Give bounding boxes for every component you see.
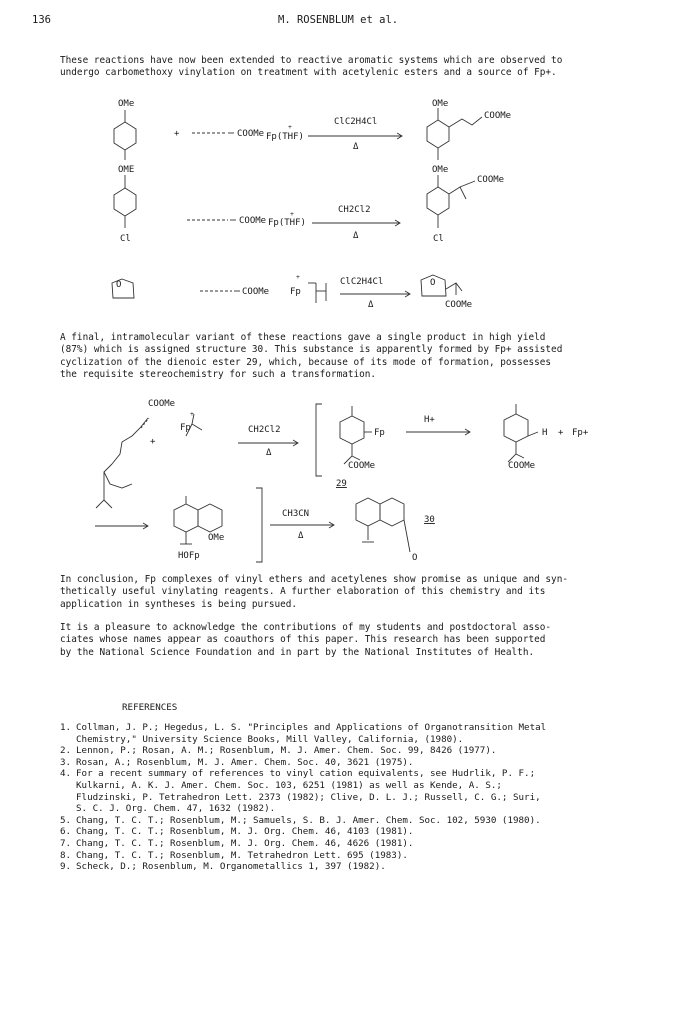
r3-product-ester: COOMe — [445, 300, 473, 310]
r1-product-ester: COOMe — [484, 111, 512, 121]
s2-intermediate-ester: COOMe — [348, 461, 376, 471]
s2-solvent: CH2Cl2 — [248, 425, 281, 435]
r1-methoxy-label: OMe — [118, 99, 135, 109]
reference-text: For a recent summary of references to vinyl cation equivalents, see Hudrlik, P. F.; — [76, 768, 536, 780]
paragraph-2 — [60, 332, 620, 382]
paragraph-1 — [60, 55, 620, 80]
reference-text: Collman, J. P.; Hegedus, L. S. "Principles and Applications of Organotransition Metal — [76, 722, 547, 733]
reference-number: 8. — [60, 849, 72, 861]
r3-fp-charge: + — [296, 273, 300, 281]
running-title: M. ROSENBLUM et al. — [278, 14, 399, 26]
r3-heat: Δ — [368, 300, 374, 310]
page-number: 136 — [32, 14, 51, 26]
r2-methoxy-label: OME — [118, 165, 135, 175]
paragraph-3 — [60, 574, 620, 611]
reference-item — [60, 722, 640, 745]
r1-fp-charge: + — [288, 123, 292, 131]
reference-text: Lennon, P.; Rosan, A. M.; Rosenblum, M. J. Amer. Chem. Soc. 99, 8426 (1977). — [76, 745, 497, 757]
s2-heat: Δ — [266, 448, 272, 458]
s2-product-fp: Fp+ — [572, 428, 589, 438]
s2-product-oxygen: O — [412, 553, 418, 563]
references-heading: REFERENCES — [122, 702, 178, 713]
r3-solvent: ClC2H4Cl — [340, 277, 384, 287]
s2-plus: + — [150, 437, 156, 447]
reference-item — [60, 815, 640, 827]
para2-line1: A final, intramolecular variant of these reactions gave a single product in high yield — [60, 332, 546, 343]
reference-list — [60, 722, 640, 873]
s2-solvent-2: CH3CN — [282, 509, 310, 519]
r3-oxygen: O — [116, 280, 122, 290]
para2-line3: cyclization of the dienoic ester 29, which, because of its mode of formation, possesses — [60, 356, 552, 368]
reference-text-cont: S. C. J. Org. Chem. 47, 1632 (1982). — [76, 803, 276, 815]
s2-bicyclic-ofp: HOFp — [178, 551, 200, 561]
para2-line2: (87%) which is assigned structure 30. This substance is apparently formed by Fp+ assisted — [60, 344, 563, 356]
s2-fp-charge: + — [190, 410, 194, 418]
s2-bicyclic-methoxy: OMe — [208, 533, 225, 543]
reference-number: 9. — [60, 861, 72, 873]
r3-product-oxygen: O — [430, 278, 436, 288]
paragraph-4 — [60, 622, 620, 659]
r2-product-chloro: Cl — [433, 234, 444, 244]
r3-ester: COOMe — [242, 287, 270, 297]
scheme-2-cyclization — [0, 392, 679, 572]
s2-product-h: H — [542, 428, 548, 438]
reference-number: 4. — [60, 768, 72, 780]
r2-ester: COOMe — [239, 216, 267, 226]
s2-heat-2: Δ — [298, 531, 304, 541]
reference-text: Chang, T. C. T.; Rosenblum, M.; Samuels, S. B. J. Amer. Chem. Soc. 102, 5930 (1980). — [76, 814, 541, 826]
reference-text: Chang, T. C. T.; Rosenblum, M. J. Org. Chem. 46, 4626 (1981). — [76, 837, 414, 849]
compound-30-label: 30 — [424, 515, 435, 525]
r2-heat: Δ — [353, 231, 359, 241]
r1-solvent: ClC2H4Cl — [334, 117, 378, 127]
reference-item — [60, 861, 640, 873]
para3-line3: application in syntheses is being pursued. — [60, 598, 298, 610]
reference-item — [60, 826, 640, 838]
para3-line1: In conclusion, Fp complexes of vinyl ethers and acetylenes show promise as unique and syn- — [60, 574, 568, 585]
reference-text-cont: Kulkarni, A. K. J. Amer. Chem. Soc. 103, 6251 (1981) as well as Kende, A. S.; — [76, 779, 502, 791]
s2-fp: Fp — [180, 423, 191, 433]
reference-number: 1. — [60, 722, 72, 733]
reference-number: 2. — [60, 745, 72, 757]
s2-intermediate-fp: Fp — [374, 428, 385, 438]
s2-acid: H+ — [424, 415, 435, 425]
r2-product-ester: COOMe — [477, 175, 505, 185]
reference-item — [60, 757, 640, 769]
para4-line1: It is a pleasure to acknowledge the contributions of my students and postdoctoral asso- — [60, 622, 552, 633]
para1-line1: These reactions have now been extended to reactive aromatic systems which are observed to — [60, 55, 563, 66]
para4-line2: ciates whose names appear as coauthors of this paper. This research has been supported — [60, 634, 546, 646]
reference-item — [60, 768, 640, 814]
reference-text-cont: Fludzinski, P. Tetrahedron Lett. 2373 (1982); Clive, D. L. J.; Russell, C. G.; Suri, — [76, 791, 541, 803]
reference-text: Chang, T. C. T.; Rosenblum, M. J. Org. Chem. 46, 4103 (1981). — [76, 826, 414, 838]
r1-product-methoxy: OMe — [432, 99, 449, 109]
reference-number: 3. — [60, 756, 72, 768]
s2-product-ester: COOMe — [508, 461, 536, 471]
r3-reagent: Fp — [290, 287, 301, 297]
r2-product-methoxy: OMe — [432, 165, 449, 175]
reference-text: Scheck, D.; Rosenblum, M. Organometallics 1, 397 (1982). — [76, 861, 386, 873]
s2-ester: COOMe — [148, 399, 176, 409]
reference-number: 7. — [60, 837, 72, 849]
s2-product-plus: + — [558, 428, 564, 438]
reference-item — [60, 850, 640, 862]
reference-text-cont: Chemistry," University Science Books, Mill Valley, California, (1980). — [76, 733, 464, 745]
r1-ester: COOMe — [237, 129, 265, 139]
r2-fp-charge: + — [290, 210, 294, 218]
r1-heat: Δ — [353, 142, 359, 152]
reference-number: 6. — [60, 826, 72, 838]
para3-line2: thetically useful vinylating reagents. A further elaboration of this chemistry and its — [60, 586, 546, 598]
r2-solvent: CH2Cl2 — [338, 205, 371, 215]
r1-plus: + — [174, 129, 180, 139]
r1-reagent: Fp(THF) — [266, 132, 304, 142]
reference-item — [60, 745, 640, 757]
scheme-1-reactions — [0, 95, 679, 315]
reference-number: 5. — [60, 814, 72, 826]
reference-text: Chang, T. C. T.; Rosenblum, M. Tetrahedron Lett. 695 (1983). — [76, 849, 408, 861]
r2-chloro-label: Cl — [120, 234, 131, 244]
compound-29-label: 29 — [336, 479, 347, 489]
reference-item — [60, 838, 640, 850]
para4-line3: by the National Science Foundation and in part by the National Institutes of Health. — [60, 646, 535, 658]
para1-line2: undergo carbomethoxy vinylation on treatment with acetylenic esters and a source of Fp+. — [60, 67, 557, 79]
reference-text: Rosan, A.; Rosenblum, M. J. Amer. Chem. Soc. 40, 3621 (1975). — [76, 756, 414, 768]
para2-line4: the requisite stereochemistry for such a transformation. — [60, 369, 377, 381]
r2-reagent: Fp(THF) — [268, 218, 306, 228]
